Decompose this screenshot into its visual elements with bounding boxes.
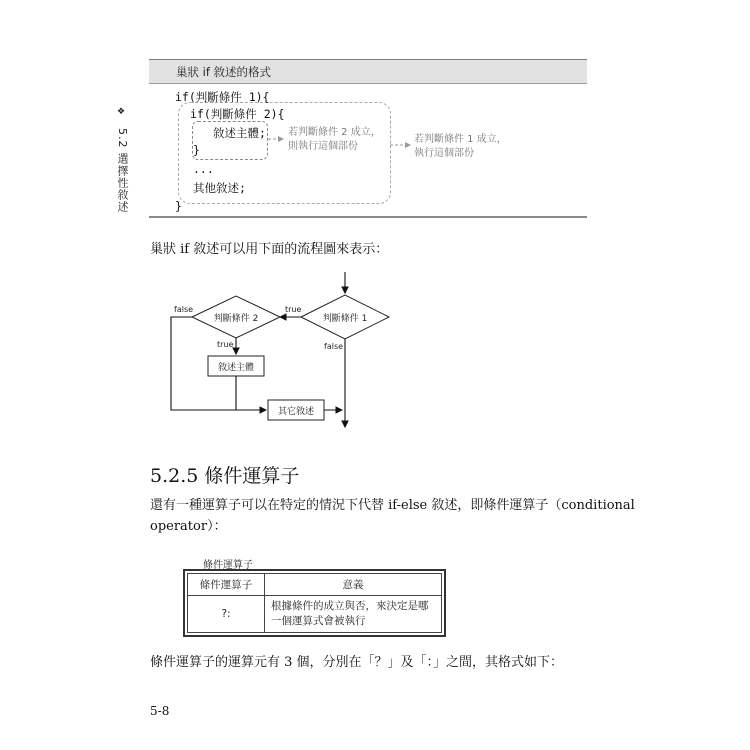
code-line-outer-if: if(判斷條件 1){: [175, 90, 270, 104]
closing-paragraph: 條件運算子的運算元有 3 個，分別在「？」及「：」之間，其格式如下：: [150, 655, 564, 670]
intro-paragraph: 巢狀 if 敘述可以用下面的流程圖來表示：: [150, 242, 389, 257]
note-inner-line2: 則執行這個部份: [288, 141, 358, 152]
table-header-meaning: 意義: [265, 574, 442, 596]
table-row: [188, 596, 442, 633]
section-paragraph-line2: operator）：: [150, 519, 227, 534]
table-caption: 條件運算子: [203, 560, 253, 571]
code-line-other: 其他敘述;: [193, 181, 246, 195]
code-line-inner-close: }: [193, 143, 200, 157]
true-label-2: true: [217, 340, 234, 349]
table-header-row: [188, 574, 442, 596]
other-label: 其它敘述: [277, 407, 315, 417]
chapter-side-tab: 5.2 選擇性敘述: [116, 128, 129, 213]
table-header-operator: 條件運算子: [188, 574, 265, 596]
conditional-operator-table: [183, 569, 446, 637]
table-cell-meaning-line2: 一個運算式會被執行: [271, 615, 366, 627]
table-cell-meaning: [265, 596, 442, 633]
nested-if-flowchart: [150, 262, 410, 434]
page-number: 5-8: [150, 704, 170, 718]
code-line-inner-if: if(判斷條件 2){: [190, 107, 285, 121]
condition1-label: 判斷條件 1: [322, 314, 368, 324]
table-cell-meaning-line1: 根據條件的成立與否，來決定是哪: [271, 600, 429, 612]
section-heading: 5.2.5 條件運算子: [150, 465, 300, 487]
section-paragraph-line1: 還有一種運算子可以在特定的情況下代替 if-else 敘述，即條件運算子（conditional: [150, 498, 635, 513]
false-label-1: false: [324, 342, 344, 351]
note-inner-line1: 若判斷條件 2 成立，: [288, 127, 381, 138]
side-marker-icon: ❖: [117, 107, 126, 117]
note-outer-line1: 若判斷條件 1 成立，: [414, 134, 507, 145]
table-cell-operator: ?:: [188, 596, 265, 633]
code-line-ellipsis: ...: [193, 162, 214, 176]
body-label: 敘述主體: [217, 363, 255, 373]
code-box-bottom-rule: [149, 216, 587, 218]
note-outer-line2: 執行這個部份: [414, 148, 474, 159]
code-line-outer-close: }: [175, 199, 182, 213]
condition2-label: 判斷條件 2: [213, 314, 259, 324]
code-box-title: 巢狀 if 敘述的格式: [176, 65, 272, 79]
code-line-body: 敘述主體;: [213, 126, 266, 140]
true-label-1: true: [285, 305, 302, 314]
false-label-2: false: [174, 305, 194, 314]
